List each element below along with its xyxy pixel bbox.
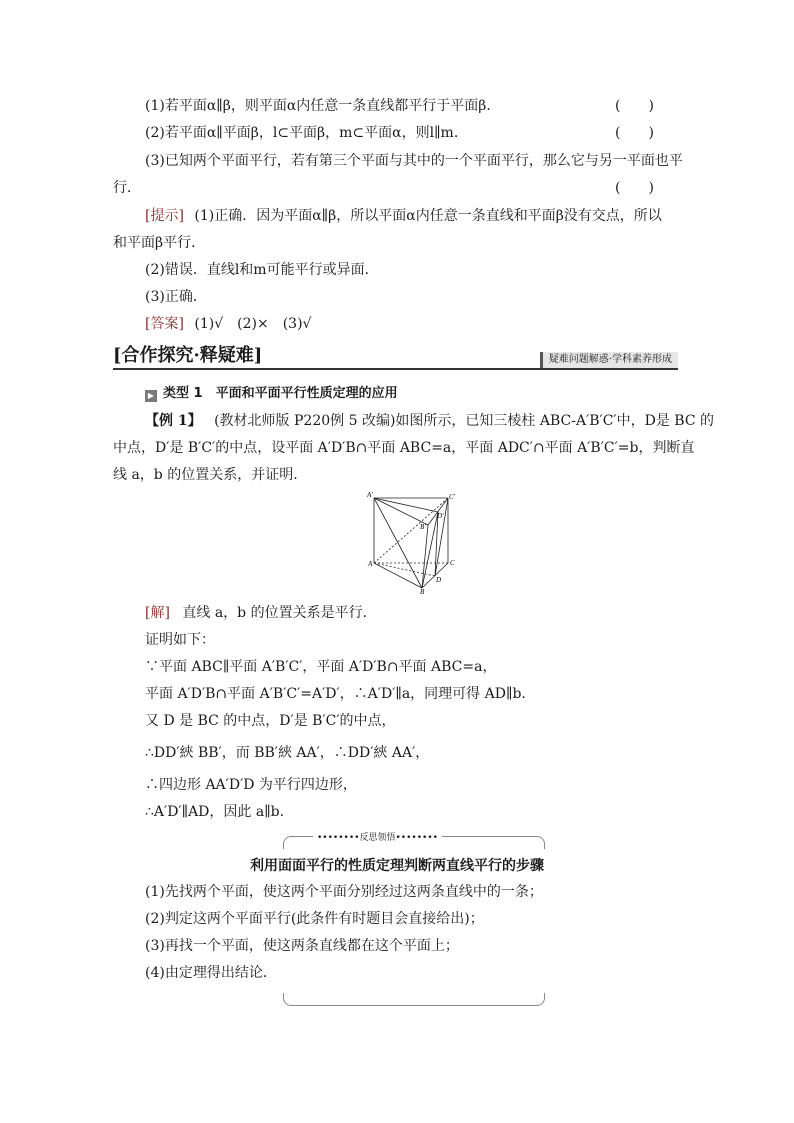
hint-text-1a: (1)正确．因为平面α∥β，所以平面α内任意一条直线和平面β没有交点，所以 [194, 208, 662, 224]
summary-frame-label: ••••••••反思领悟•••••••• [313, 830, 442, 843]
summary-step-1: (1)先找两个平面，使这两个平面分别经过这两条直线中的一条； [145, 884, 543, 900]
section-title: [合作探究·释疑难] [113, 345, 263, 366]
solution-line-7: ∴A′D′∥AD，因此 a∥b. [145, 804, 285, 820]
summary-title: 利用面面平行的性质定理判断两直线平行的步骤 [250, 858, 544, 874]
quiz-item-3-line-1: (3)已知两个平面平行，若有第三个平面与其中的一个平面平行，那么它与另一平面也平 [145, 153, 683, 169]
edge-a1-b1 [374, 498, 428, 525]
edge-b1-b [422, 525, 428, 588]
answer-tag: [答案] [145, 316, 184, 332]
solution-line-5: ∴DD′綊 BB′，而 BB′綊 AA′，∴DD′綊 AA′， [145, 745, 430, 761]
play-triangle-icon: ▶ [145, 390, 157, 402]
solution-text-0: 直线 a，b 的位置关系是平行． [182, 605, 377, 621]
line-a1-d1 [374, 498, 438, 512]
solution-line-0 [145, 603, 377, 623]
label-c: C [450, 559, 455, 567]
label-d1: D′ [437, 512, 444, 520]
quiz-item-2: (2)若平面α∥平面β，l⊂平面β，m⊂平面α，则l∥m. [145, 125, 459, 141]
solution-line-2: ∵平面 ABC∥平面 A′B′C′，平面 A′D′B∩平面 ABC=a， [145, 659, 497, 675]
summary-frame-bottom [283, 993, 545, 1006]
hint-line-1 [145, 206, 662, 226]
prism-figure [360, 490, 470, 595]
label-a: A [368, 560, 373, 568]
label-b: B [420, 588, 425, 595]
quiz-answer-blank-2: ( ) [615, 125, 654, 141]
quiz-answer-blank-3: ( ) [615, 180, 654, 196]
hint-tag: [提示] [145, 208, 184, 224]
example-text-1: (教材北师版 P220例 5 改编)如图所示，已知三棱柱 ABC-A′B′C′中，D是 BC 的 [214, 413, 714, 429]
quiz-answer-blank-1: ( ) [615, 98, 654, 114]
example-line-3: 线 a，b 的位置关系，并证明. [113, 467, 298, 483]
example-line-1 [145, 411, 714, 431]
example-tag: 【例 1】 [145, 413, 202, 429]
label-d: D [436, 576, 442, 584]
section-subtitle: 疑难问题解惑·学科素养形成 [540, 352, 678, 368]
label-c1: C′ [449, 493, 456, 501]
solution-tag: [解] [145, 605, 170, 621]
line-a1-b [374, 498, 422, 588]
hint-line-1b: 和平面β平行． [113, 235, 206, 251]
section-header [113, 344, 678, 370]
answer-text: (1)√ (2)× (3)√ [194, 316, 312, 332]
section-rule [113, 368, 678, 370]
type-heading [145, 385, 398, 403]
label-b1: B′ [420, 523, 426, 531]
edge-a-b [374, 563, 422, 588]
quiz-item-3-line-2: 行． [113, 180, 141, 196]
solution-line-6: ∴四边形 AA′D′D 为平行四边形， [145, 777, 357, 793]
solution-line-1: 证明如下： [145, 632, 215, 648]
example-line-2: 中点，D′是 B′C′的中点，设平面 A′D′B∩平面 ABC=a，平面 ADC′∩平面 A′B′C′=b，判断直 [113, 440, 695, 456]
summary-step-3: (3)再找一个平面，使这两条直线都在这个平面上； [145, 938, 459, 954]
type-heading-text: 类型 1 平面和平面平行性质定理的应用 [163, 386, 398, 401]
quiz-item-1: (1)若平面α∥β，则平面α内任意一条直线都平行于平面β. [145, 98, 491, 114]
label-a1: A′ [367, 491, 373, 499]
summary-step-4: (4)由定理得出结论． [145, 965, 277, 981]
solution-line-3: 平面 A′D′B∩平面 A′B′C′=A′D′，∴A′D′∥a，同理可得 AD∥b. [145, 686, 526, 702]
hint-line-2: (2)错误．直线l和m可能平行或异面． [145, 262, 379, 278]
hint-line-3: (3)正确． [145, 289, 207, 305]
solution-line-4: 又 D 是 BC 的中点，D′是 B′C′的中点， [145, 713, 396, 729]
summary-step-2: (2)判定这两个平面平行(此条件有时题目会直接给出)； [145, 911, 484, 927]
answer-line [145, 314, 311, 334]
